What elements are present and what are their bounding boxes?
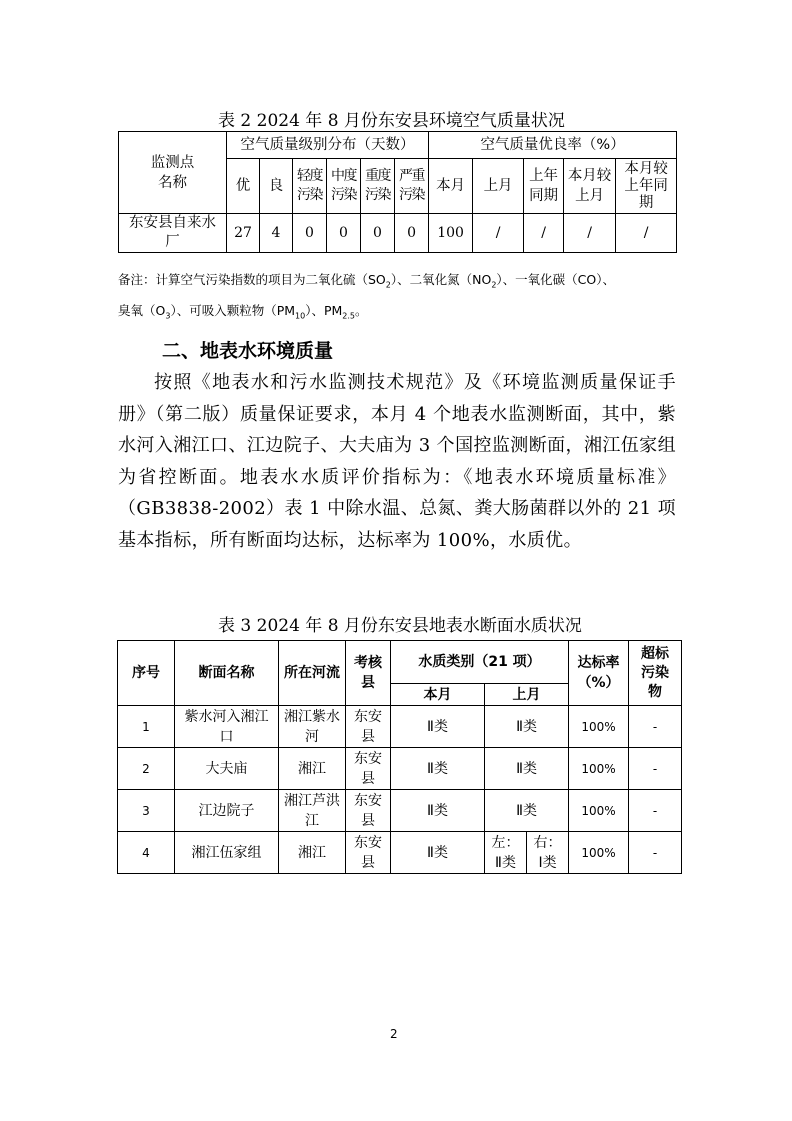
note-text: ）、一氧化碳（CO）、 bbox=[496, 272, 615, 287]
note-text: 。 bbox=[355, 303, 368, 318]
note-subscript: 2 bbox=[491, 280, 497, 290]
rate-cell: 100% bbox=[569, 748, 629, 790]
this-month-cell: Ⅱ类 bbox=[391, 748, 485, 790]
county-cell: 东安 县 bbox=[346, 790, 391, 832]
river-header: 所在河流 bbox=[279, 641, 346, 706]
section-name-cell: 江边院子 bbox=[175, 790, 279, 832]
pollutant-cell: - bbox=[629, 790, 682, 832]
river-cell: 湘江紫水 河 bbox=[279, 706, 346, 748]
last-month-cell: Ⅱ类 bbox=[485, 790, 569, 832]
level-cell: 27 bbox=[227, 214, 260, 253]
level-cell: 0 bbox=[361, 214, 395, 253]
note-subscript: 2.5 bbox=[342, 311, 356, 321]
pollutant-cell: - bbox=[629, 748, 682, 790]
river-cell: 湘江 bbox=[279, 748, 346, 790]
rate-cell: 100% bbox=[569, 832, 629, 874]
table2-header-row-1 bbox=[119, 132, 677, 159]
rate-cell: / bbox=[564, 214, 616, 253]
level-header-moderate: 中度 污染 bbox=[327, 159, 361, 214]
quality-group-header: 水质类别（21 项） bbox=[391, 641, 569, 684]
station-cell: 东安县自来水 厂 bbox=[119, 214, 227, 253]
table-row bbox=[118, 832, 682, 874]
table-row bbox=[118, 748, 682, 790]
last-month-cell: Ⅱ类 bbox=[485, 748, 569, 790]
county-cell: 东安 县 bbox=[346, 706, 391, 748]
level-header-severe: 严重 污染 bbox=[395, 159, 429, 214]
index-header: 序号 bbox=[118, 641, 175, 706]
level-cell: 4 bbox=[260, 214, 293, 253]
rate-cell: 100% bbox=[569, 790, 629, 832]
table2-caption: 表 2 2024 年 8 月份东安县环境空气质量状况 bbox=[218, 111, 565, 131]
level-header-excellent: 优 bbox=[227, 159, 260, 214]
level-header-heavy: 重度 污染 bbox=[361, 159, 395, 214]
river-cell: 湘江 bbox=[279, 832, 346, 874]
level-header-good: 良 bbox=[260, 159, 293, 214]
level-cell: 0 bbox=[327, 214, 361, 253]
rate-group-header: 空气质量优良率（%） bbox=[429, 132, 677, 159]
index-cell: 3 bbox=[118, 790, 175, 832]
section-name-cell: 大夫庙 bbox=[175, 748, 279, 790]
rate-header-this-month: 本月 bbox=[429, 159, 473, 214]
note-text: 备注：计算空气污染指数的项目为二氧化硫（SO bbox=[118, 272, 386, 287]
last-month-cell: Ⅱ类 bbox=[485, 706, 569, 748]
note-text: ）、可吸入颗粒物（PM bbox=[170, 303, 296, 318]
rate-header-vs-last-year: 本月较 上年同 期 bbox=[616, 159, 677, 214]
rate-cell: / bbox=[473, 214, 524, 253]
rate-header-vs-last-month: 本月较 上月 bbox=[564, 159, 616, 214]
pollutant-cell: - bbox=[629, 706, 682, 748]
section-paragraph: 按照《地表水和污水监测技术规范》及《环境监测质量保证手册》（第二版）质量保证要求，本月 4 个地表水监测断面，其中，紫水河入湘江口、江边院子、大夫庙为 3 个国控监测断面，湘江伍家组为省控断面。地表水水质评价指标为：《地表水环境质量标准》（GB3838-2002）表 1 中除水温、总氮、粪大肠菌群以外的 21 项基本指标，所有断面均达标，达标率为 100%，水质优。 bbox=[118, 372, 676, 551]
table-row bbox=[118, 790, 682, 832]
table3-header-row-1 bbox=[118, 641, 682, 684]
this-month-header: 本月 bbox=[391, 684, 485, 706]
county-header: 考核 县 bbox=[346, 641, 391, 706]
level-cell: 0 bbox=[395, 214, 429, 253]
rate-cell: 100 bbox=[429, 214, 473, 253]
section-name-cell: 紫水河入湘江 口 bbox=[175, 706, 279, 748]
this-month-cell: Ⅱ类 bbox=[391, 790, 485, 832]
pollutant-cell: - bbox=[629, 832, 682, 874]
distribution-group-header: 空气质量级别分布（天数） bbox=[227, 132, 429, 159]
last-month-left-cell: 左： Ⅱ类 bbox=[485, 832, 527, 874]
table-row bbox=[119, 214, 677, 253]
rate-header-last-month: 上月 bbox=[473, 159, 524, 214]
index-cell: 4 bbox=[118, 832, 175, 874]
section-name-header: 断面名称 bbox=[175, 641, 279, 706]
note-text: 臭氧（O bbox=[118, 303, 166, 318]
surface-water-table bbox=[117, 640, 682, 874]
note-subscript: 3 bbox=[165, 311, 171, 321]
table2-note-line-2 bbox=[118, 301, 368, 321]
this-month-cell: Ⅱ类 bbox=[391, 706, 485, 748]
index-cell: 2 bbox=[118, 748, 175, 790]
rate-cell: / bbox=[616, 214, 677, 253]
note-subscript: 10 bbox=[295, 311, 306, 321]
level-cell: 0 bbox=[293, 214, 327, 253]
table-row bbox=[118, 706, 682, 748]
last-month-right-cell: 右： Ⅰ类 bbox=[527, 832, 569, 874]
note-text: ）、二氧化氮（NO bbox=[390, 272, 492, 287]
note-text: ）、PM bbox=[305, 303, 343, 318]
table3-caption: 表 3 2024 年 8 月份东安县地表水断面水质状况 bbox=[218, 616, 582, 636]
river-cell: 湘江芦洪 江 bbox=[279, 790, 346, 832]
air-quality-table bbox=[118, 131, 677, 253]
section-name-cell: 湘江伍家组 bbox=[175, 832, 279, 874]
level-header-light: 轻度 污染 bbox=[293, 159, 327, 214]
page-number: 2 bbox=[390, 1027, 398, 1041]
note-subscript: 2 bbox=[385, 280, 391, 290]
last-month-header: 上月 bbox=[485, 684, 569, 706]
table2-note-line-1 bbox=[118, 270, 615, 290]
station-header: 监测点 名称 bbox=[119, 132, 227, 214]
rate-cell: 100% bbox=[569, 706, 629, 748]
pollutant-header: 超标 污染 物 bbox=[629, 641, 682, 706]
this-month-cell: Ⅱ类 bbox=[391, 832, 485, 874]
index-cell: 1 bbox=[118, 706, 175, 748]
rate-cell: / bbox=[524, 214, 564, 253]
rate-header: 达标率 （%） bbox=[569, 641, 629, 706]
section-heading: 二、地表水环境质量 bbox=[162, 340, 334, 362]
county-cell: 东安 县 bbox=[346, 748, 391, 790]
rate-header-last-year: 上年 同期 bbox=[524, 159, 564, 214]
county-cell: 东安 县 bbox=[346, 832, 391, 874]
